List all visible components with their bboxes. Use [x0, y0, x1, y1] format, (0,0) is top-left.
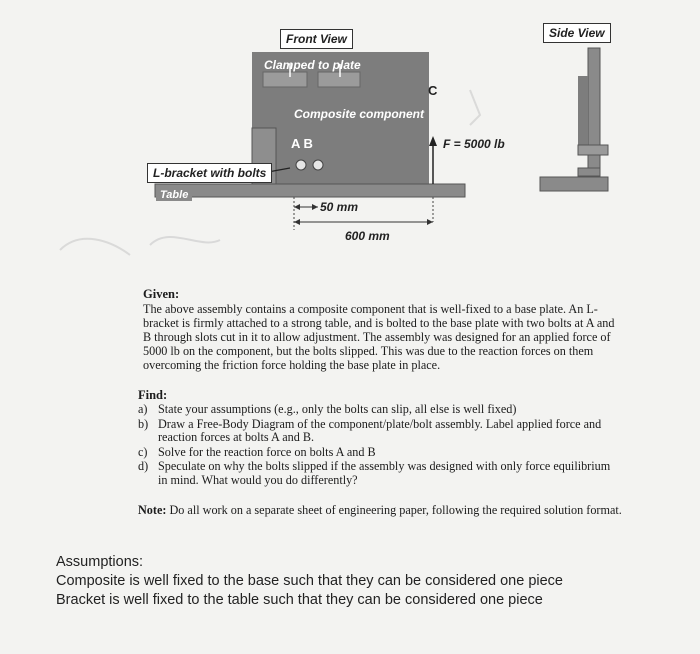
side-view-drawing — [540, 48, 608, 191]
dim-600-arrow-right — [427, 219, 433, 225]
dim-50-arrow-left — [294, 204, 300, 210]
assumption-line: Bracket is well fixed to the table such that they can be considered one piece — [56, 592, 543, 608]
dim-600-arrow-left — [294, 219, 300, 225]
find-item-b — [138, 418, 658, 445]
find-text: reaction forces at bolts A and B. — [158, 430, 315, 444]
find-item-d — [138, 460, 658, 487]
bolt-a — [296, 160, 306, 170]
find-text: State your assumptions (e.g., only the bolts can slip, all else is well fixed) — [158, 402, 517, 416]
force-arrowhead — [429, 136, 437, 146]
given-line: 5000 lb on the component, but the bolts slipped. This was due to the reaction forces on them — [143, 344, 594, 358]
note-text: Do all work on a separate sheet of engineering paper, following the required solution format. — [169, 503, 622, 517]
find-marker: b) — [138, 416, 149, 431]
given-line: overcoming the friction force holding the base plate in place. — [143, 358, 441, 372]
given-line: The above assembly contains a composite component that is well-fixed to a base plate. An L- — [143, 302, 598, 316]
table-label: Table — [156, 189, 192, 201]
force-label: F = 5000 lb — [443, 137, 505, 151]
given-section — [143, 287, 653, 372]
bracket-label: L-bracket with bolts — [147, 163, 272, 183]
given-line: B through slots cut in it to allow adjustment. The assembly was designed for an applied force of — [143, 330, 611, 344]
note-line — [138, 503, 668, 518]
find-text: Speculate on why the bolts slipped if the assembly was designed with only force equilibrium — [158, 459, 611, 473]
bolt-b — [313, 160, 323, 170]
clamp-block-left — [263, 72, 307, 87]
assumptions-section — [56, 553, 676, 610]
table-plate — [155, 184, 465, 197]
find-text: Solve for the reaction force on bolts A and B — [158, 444, 376, 459]
find-marker: d) — [138, 459, 149, 473]
point-c-label: C — [428, 83, 438, 98]
given-heading: Given: — [143, 287, 180, 301]
dim-bolt-spacing-label: 50 mm — [320, 200, 359, 214]
find-marker: a) — [138, 402, 148, 416]
find-heading: Find: — [138, 388, 168, 402]
clamped-label: Clamped to plate — [264, 58, 361, 72]
find-marker: c) — [138, 444, 148, 459]
dim-50-arrow-right — [312, 204, 318, 210]
assumptions-heading: Assumptions: — [56, 554, 144, 570]
find-item-a — [138, 403, 658, 417]
bolt-labels: A B — [291, 136, 313, 151]
dim-force-distance-label: 600 mm — [345, 229, 390, 243]
clamp-block-right — [318, 72, 360, 87]
side-view-label: Side View — [543, 23, 611, 43]
find-item-c — [138, 446, 658, 460]
given-line: bracket is firmly attached to a strong table, and is bolted to the base plate with two bolts at A and — [143, 316, 615, 330]
composite-label: Composite component — [294, 107, 425, 121]
find-list — [138, 403, 658, 487]
find-section — [138, 388, 658, 488]
note-label: Note: — [138, 503, 167, 517]
find-text: in mind. What would you do differently? — [158, 472, 358, 487]
assembly-diagram — [0, 0, 700, 270]
assumption-line: Composite is well fixed to the base such that they can be considered one piece — [56, 573, 563, 589]
front-view-label: Front View — [280, 29, 353, 49]
find-text: Draw a Free-Body Diagram of the component/plate/bolt assembly. Label applied force and — [158, 416, 602, 431]
